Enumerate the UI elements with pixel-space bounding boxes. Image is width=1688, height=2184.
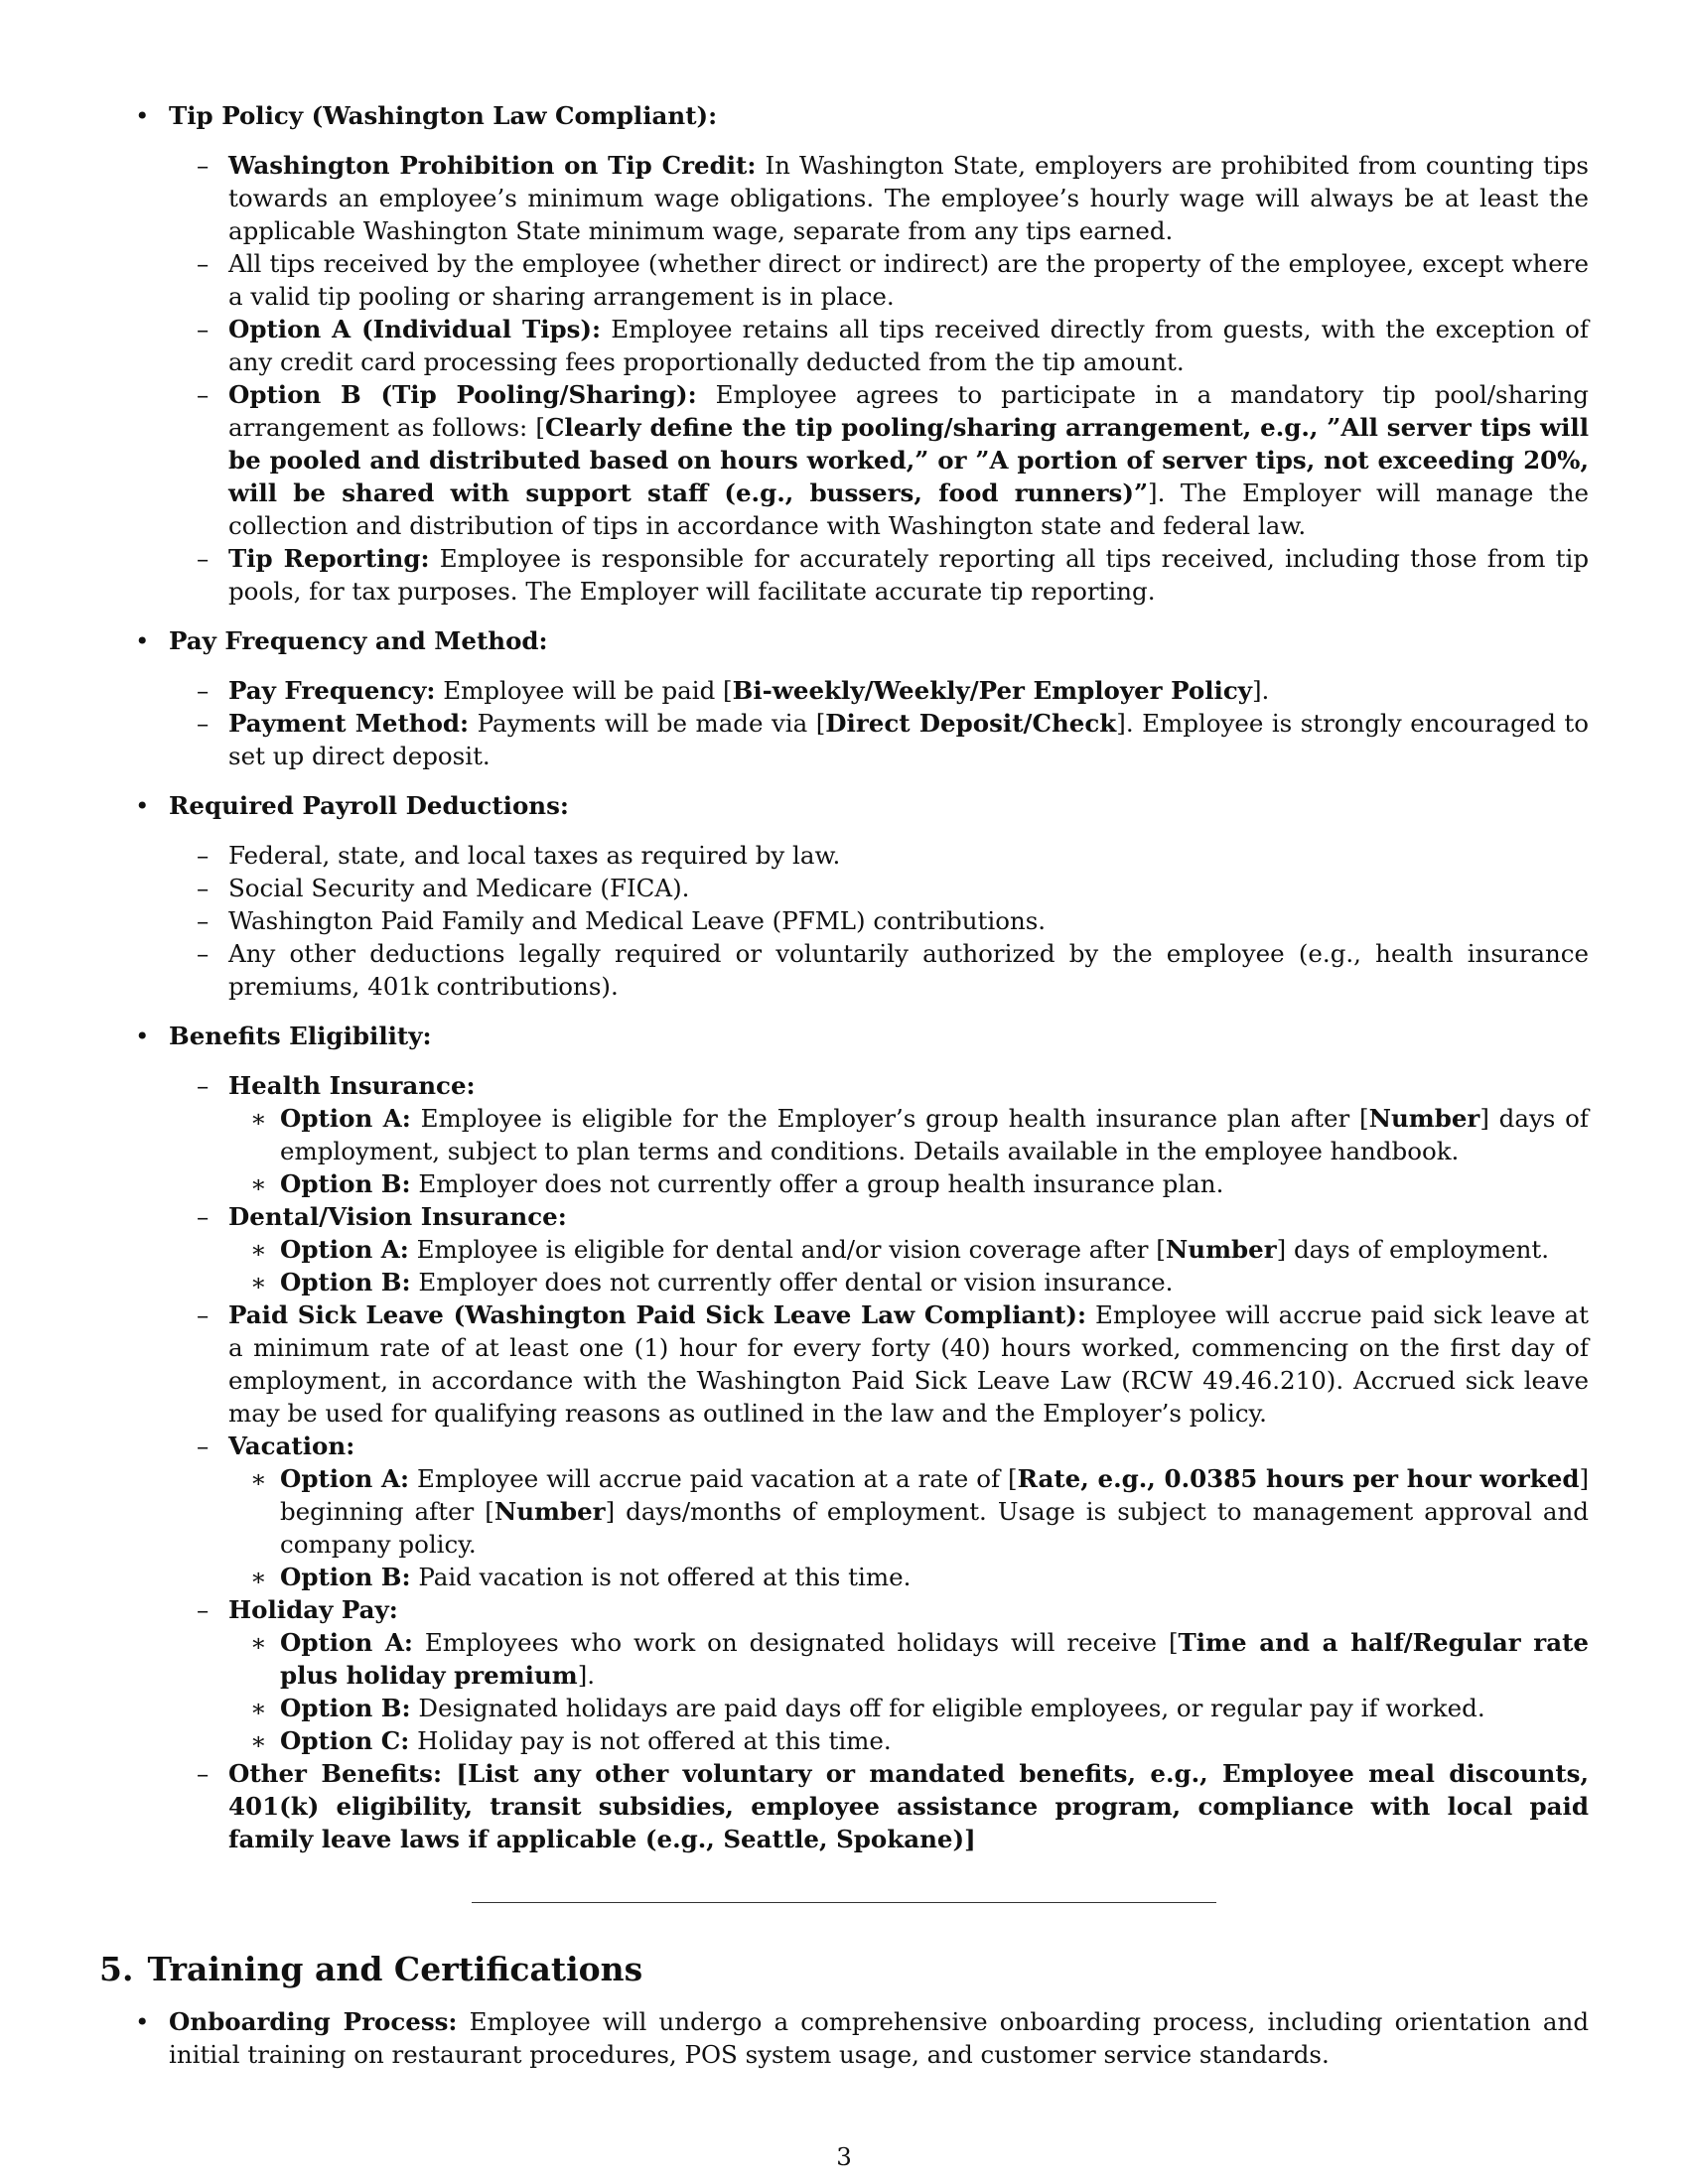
tip-credit-item: – Washington Prohibition on Tip Credit: In Washington State, employers are prohibited from counting tips towards an employee’s minimum wage obligations. The employee’s hourly wage will always be at least the applicable Washington State minimum wage, separate from any tips earned. — [169, 149, 1589, 247]
section-heading — [99, 1950, 642, 1989]
vacation-option-a: ∗ Option A: Employee will accrue paid vacation at a rate of [Rate, e.g., 0.0385 hours per hour worked] beginning after [Number] days/months of employment. Usage is subject to management approval and company policy. — [228, 1462, 1589, 1561]
deduction-item: – Any other deductions legally required or voluntarily authorized by the employee (e.g., health insurance premiums, 401k contributions). — [169, 937, 1589, 1003]
vacation-option-b: ∗ Option B: Paid vacation is not offered at this time. — [228, 1561, 1589, 1593]
tip-property-item: – All tips received by the employee (whether direct or indirect) are the property of the employee, except where a valid tip pooling or sharing arrangement is in place. — [169, 247, 1589, 313]
onboarding-item: • Onboarding Process: Employee will undergo a comprehensive onboarding process, including orientation and initial training on restaurant procedures, POS system usage, and customer service standards. — [99, 2005, 1589, 2071]
dental-vision-item: – Dental/Vision Insurance: ∗ Option A: Employee is eligible for dental and/or vision coverage after [Number] days of employment. ∗ Option B: Employer does not currently offer dental or vision insurance. — [169, 1200, 1589, 1298]
vacation-item: – Vacation: ∗ Option A: Employee will accrue paid vacation at a rate of [Rate, e.g., 0.0385 hours per hour worked] beginning after [Number] days/months of employment. Usage is subject to management approval and company policy. ∗ Option B: Paid vacation is not offered at this time. — [169, 1430, 1589, 1593]
dental-option-a: ∗ Option A: Employee is eligible for dental and/or vision coverage after [Number] days of employment. — [228, 1233, 1589, 1266]
paid-sick-leave-item: – Paid Sick Leave (Washington Paid Sick Leave Law Compliant): Employee will accrue paid sick leave at a minimum rate of at least one (1) hour for every forty (40) hours worked, commencing on the first day of employment, in accordance with the Washington Paid Sick Leave Law (RCW 49.46.210). Accrued sick leave may be used for qualifying reasons as outlined in the law and the Employer’s policy. — [169, 1298, 1589, 1430]
pay-title: Pay Frequency and Method: — [169, 626, 548, 655]
other-benefits-item: – Other Benefits: [List any other voluntary or mandated benefits, e.g., Employee meal discounts, 401(k) eligibility, transit subsidies, employee assistance program, compliance with local paid family leave laws if applicable (e.g., Seattle, Spokane)] — [169, 1757, 1589, 1855]
payment-method-item: – Payment Method: Payments will be made via [Direct Deposit/Check]. Employee is strongly encouraged to set up direct deposit. — [169, 707, 1589, 772]
deduction-item: – Federal, state, and local taxes as required by law. — [169, 839, 1589, 872]
tip-policy-section — [99, 99, 1589, 608]
deduction-item: – Social Security and Medicare (FICA). — [169, 872, 1589, 904]
benefits-title: Benefits Eligibility: — [169, 1022, 432, 1050]
holiday-option-b: ∗ Option B: Designated holidays are paid days off for eligible employees, or regular pay if worked. — [228, 1692, 1589, 1724]
holiday-option-c: ∗ Option C: Holiday pay is not offered at this time. — [228, 1724, 1589, 1757]
holiday-pay-item: – Holiday Pay: ∗ Option A: Employees who work on designated holidays will receive [Time and a half/Regular rate plus holiday premium]. ∗ Option B: Designated holidays are paid days off for eligible employees, or regular pay if worked. ∗ Option C: Holiday pay is not offered at this time. — [169, 1593, 1589, 1757]
health-option-b: ∗ Option B: Employer does not currently offer a group health insurance plan. — [228, 1167, 1589, 1200]
health-insurance-item: – Health Insurance: ∗ Option A: Employee is eligible for the Employer’s group health insurance plan after [Number] days of employment, subject to plan terms and conditions. Details available in the employee handbook. ∗ Option B: Employer does not currently offer a group health insurance plan. — [169, 1069, 1589, 1200]
dental-option-b: ∗ Option B: Employer does not currently offer dental or vision insurance. — [228, 1266, 1589, 1298]
section-title: Training and Certifications — [147, 1950, 643, 1988]
tip-option-a-item: – Option A (Individual Tips): Employee retains all tips received directly from guests, with the exception of any credit card processing fees proportionally deducted from the tip amount. — [169, 313, 1589, 378]
page-number: 3 — [836, 2142, 852, 2171]
holiday-option-a: ∗ Option A: Employees who work on designated holidays will receive [Time and a half/Regular rate plus holiday premium]. — [228, 1626, 1589, 1692]
pay-section — [99, 624, 1589, 772]
document-body — [99, 99, 1589, 1872]
tip-reporting-item: – Tip Reporting: Employee is responsible for accurately reporting all tips received, including those from tip pools, for tax purposes. The Employer will facilitate accurate tip reporting. — [169, 542, 1589, 608]
health-option-a: ∗ Option A: Employee is eligible for the Employer’s group health insurance plan after [Number] days of employment, subject to plan terms and conditions. Details available in the employee handbook. — [228, 1102, 1589, 1167]
section5-body — [99, 2005, 1589, 2088]
deductions-title: Required Payroll Deductions: — [169, 791, 569, 820]
tip-option-b-item: – Option B (Tip Pooling/Sharing): Employee agrees to participate in a mandatory tip pool/sharing arrangement as follows: [Clearly define the tip pooling/sharing arrangement, e.g., ”All server tips will be pooled and distributed based on hours worked,” or ”A portion of server tips, not exceeding 20%, will be shared with support staff (e.g., bussers, food runners)”]. The Employer will manage the collection and distribution of tips in accordance with Washington state and federal law. — [169, 378, 1589, 542]
section-divider — [472, 1902, 1216, 1903]
benefits-section — [99, 1020, 1589, 1855]
deductions-section — [99, 789, 1589, 1003]
deduction-item: – Washington Paid Family and Medical Leave (PFML) contributions. — [169, 904, 1589, 937]
pay-frequency-item: – Pay Frequency: Employee will be paid [Bi-weekly/Weekly/Per Employer Policy]. — [169, 674, 1589, 707]
section-number: 5. — [99, 1950, 134, 1988]
tip-policy-title: Tip Policy (Washington Law Compliant): — [169, 101, 718, 130]
